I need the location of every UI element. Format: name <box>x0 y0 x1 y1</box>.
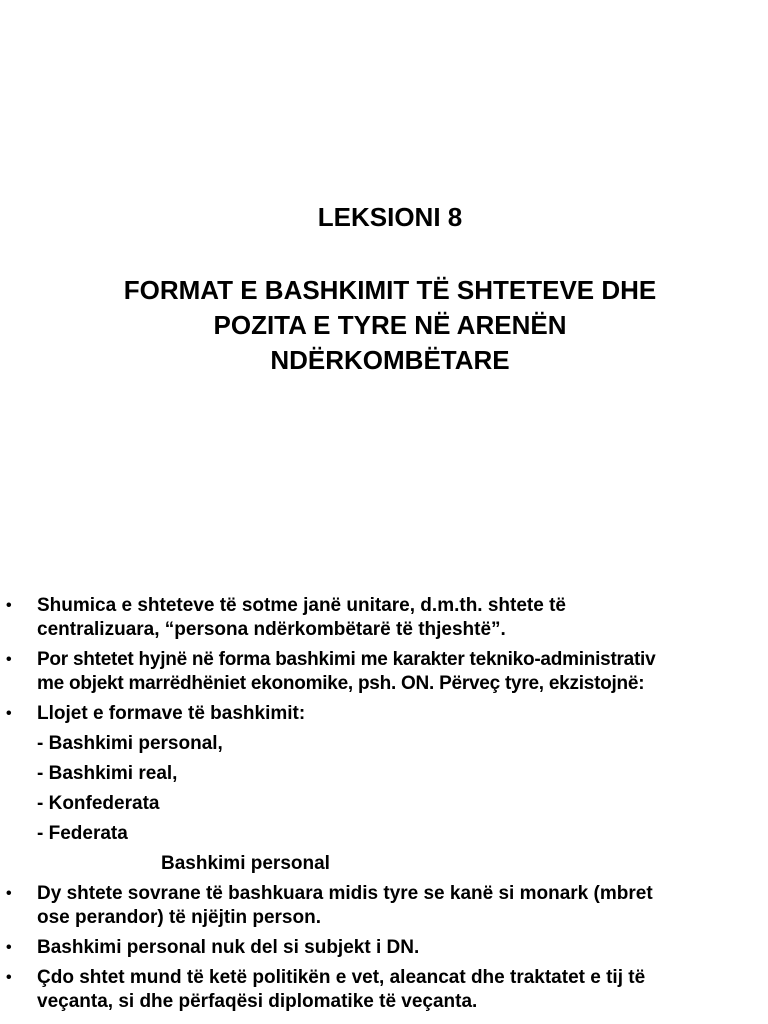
bullet-icon: • <box>6 705 12 722</box>
bullet-icon: • <box>6 969 12 986</box>
bullet-text-line: Por shtetet hyjnë në forma bashkimi me karakter tekniko-administrativ <box>37 649 656 670</box>
sub-item-konfederata <box>0 792 768 816</box>
sub-item-text: - Bashkimi personal, <box>37 733 223 754</box>
bullet-item <box>0 702 768 726</box>
bullet-item <box>0 882 768 930</box>
bullet-text-line: veçanta, si dhe përfaqësi diplomatike të veçanta. <box>37 991 478 1012</box>
bullet-icon: • <box>6 885 12 902</box>
main-title-line: NDËRKOMBËTARE <box>270 345 510 375</box>
bullet-icon: • <box>6 939 12 956</box>
sub-item-federata <box>0 822 768 846</box>
main-title <box>40 273 740 378</box>
bullet-item <box>0 936 768 960</box>
bullet-text-line: ose perandor) të njëjtin person. <box>37 907 321 928</box>
sub-item-bashkimi-real <box>0 762 768 786</box>
bullet-icon: • <box>6 597 12 614</box>
bullet-text-line: Llojet e formave të bashkimit: <box>37 703 306 724</box>
lesson-title: LEKSIONI 8 <box>317 202 463 232</box>
bullet-text-line: centralizuara, “persona ndërkombëtarë të thjeshtë”. <box>37 619 506 640</box>
sub-item-text: - Federata <box>37 823 128 844</box>
sub-item-text: - Bashkimi real, <box>37 763 178 784</box>
sub-item-text: - Konfederata <box>37 793 160 814</box>
bullet-item <box>0 648 768 696</box>
bullet-text-line: Dy shtete sovrane të bashkuara midis tyre se kanë si monark (mbret <box>37 883 653 904</box>
bullet-list <box>0 594 768 1020</box>
sub-item-bashkimi-personal <box>0 732 768 756</box>
bullet-text-line: Shumica e shteteve të sotme janë unitare, d.m.th. shtete të <box>37 595 566 616</box>
bullet-item <box>0 966 768 1014</box>
main-title-line: FORMAT E BASHKIMIT TË SHTETEVE DHE <box>123 275 657 305</box>
bullet-item <box>0 594 768 642</box>
bullet-text-line: Çdo shtet mund të ketë politikën e vet, aleancat dhe traktatet e tij të <box>37 967 646 988</box>
bullet-icon: • <box>6 651 12 668</box>
bullet-text-line: Bashkimi personal nuk del si subjekt i DN. <box>37 937 420 958</box>
main-title-line: POZITA E TYRE NË ARENËN <box>213 310 567 340</box>
section-subheading-text: Bashkimi personal <box>161 853 330 874</box>
section-subheading <box>0 852 768 876</box>
bullet-text-line: me objekt marrëdhëniet ekonomike, psh. ON. Përveç tyre, ekzistojnë: <box>37 673 645 694</box>
